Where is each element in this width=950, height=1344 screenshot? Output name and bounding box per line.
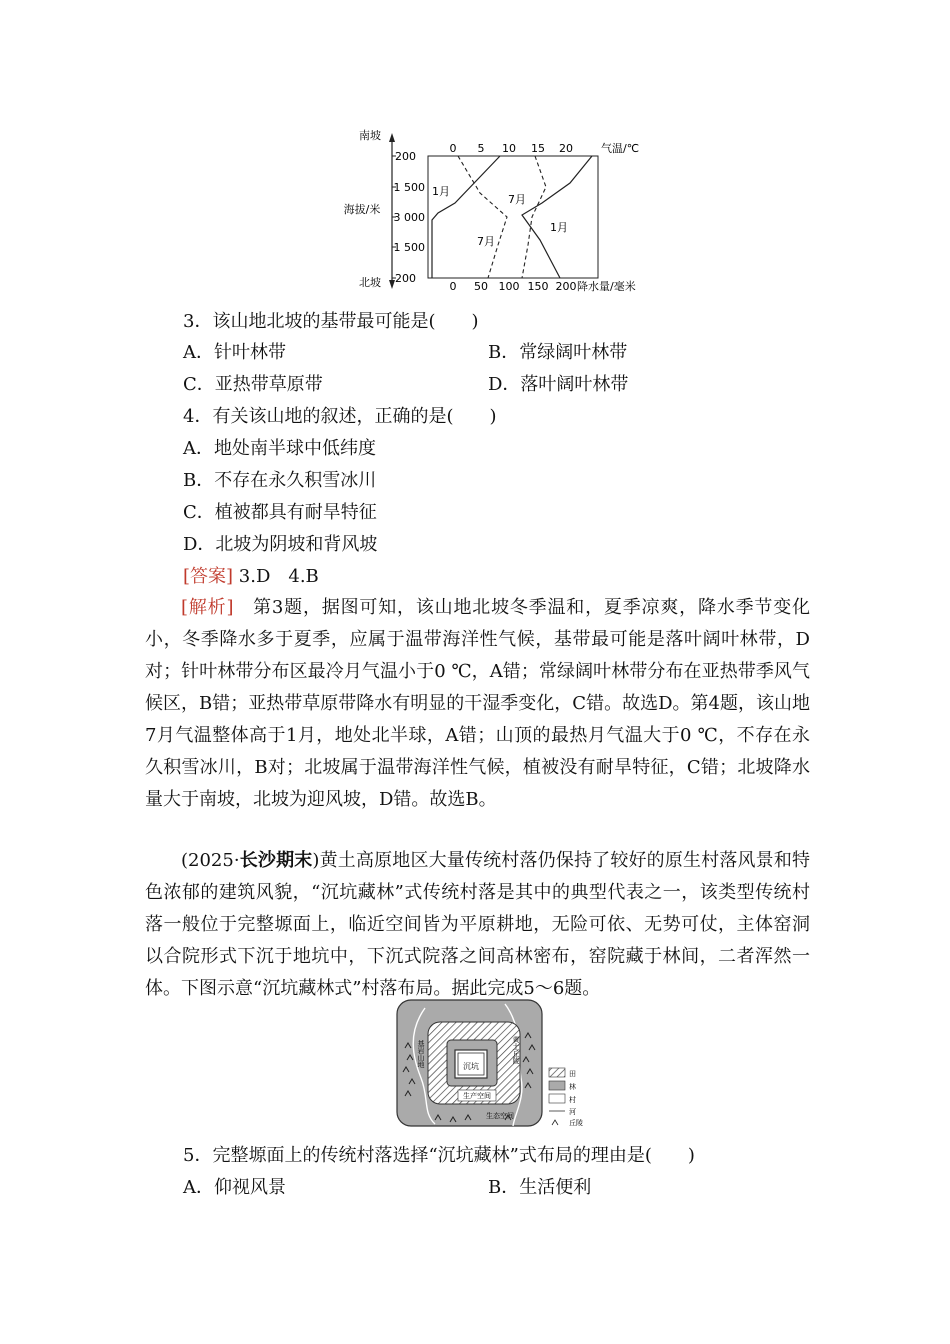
precip-tick-100: 100: [498, 280, 520, 293]
analysis-tag: [解析]: [181, 597, 234, 618]
passage-text: 黄土高原地区大量传统村落仍保持了较好的原生村落风景和特色浓郁的建筑风貌，“沉坑藏林”式传统村落是其中的典型代表之一，该类型传统村落一般位于完整塬面上，临近空间皆为平原耕地，无险可依、无势可仗，主体窑洞以合院形式下沉于地坑中，下沉式院落之间高林密布，窑院藏于林间，二者浑然一体。下图示意“沉坑藏林式”村落布局。据此完成5～6题。: [145, 850, 811, 999]
south-slope-label: 南坡: [359, 129, 381, 142]
analysis-text: 第3题，据图可知，该山地北坡冬季温和，夏季凉爽，降水季节变化小，冬季降水多于夏季，应属于温带海洋性气候，基带最可能是落叶阔叶林带，D对；针叶林带分布区最冷月气温小于0 ℃，A错；常绿阔叶林带分布在亚热带季风气候区，B错；亚热带草原带降水有明显的干湿季变化，C错。故选D。第4题，该山地7月气温整体高于1月，地处北半球，A错；山顶的最热月气温大于0 ℃，不存在永久积雪冰川，B对；北坡属于温带海洋性气候，植被没有耐旱特征，C错；北坡降水量大于南坡，北坡为迎风坡，D错。故选B。: [145, 597, 811, 810]
temp-tick-0: 0: [449, 142, 457, 155]
temp-tick-20: 20: [559, 142, 573, 155]
left-terrain-label: 基岩山地: [417, 1040, 425, 1068]
temp-axis-label: 气温/℃: [601, 142, 640, 155]
jan-temp-curve: [432, 156, 500, 278]
precip-axis-label: 降水量/毫米: [577, 280, 636, 293]
altitude-climate-figure: [340, 125, 660, 295]
passage-source-open: (2025·: [181, 850, 240, 871]
right-terrain-label: 黄土丘陵: [512, 1036, 520, 1064]
temp-tick-10: 10: [502, 142, 516, 155]
legend-river: 河: [569, 1108, 576, 1116]
alt-tick-2: 1 500: [393, 181, 425, 194]
ecology-space-label: 生态空间: [486, 1112, 514, 1120]
question-4-option-c: C．植被都具有耐旱特征: [183, 502, 377, 523]
answer-line: [183, 565, 319, 589]
passage-source-name: 长沙期末: [239, 850, 313, 871]
answer-text: 3.D 4.B: [233, 566, 319, 587]
altitude-axis-label: 海拔/米: [343, 203, 381, 216]
jul-curve-label-left: 7月: [477, 235, 495, 248]
alt-tick-1: 200: [395, 150, 416, 163]
analysis-paragraph: [145, 592, 810, 816]
question-4-option-b: B．不存在永久积雪冰川: [183, 470, 377, 491]
pit-label: 沉坑: [463, 1062, 479, 1071]
precip-tick-200: 200: [555, 280, 577, 293]
alt-tick-5: 200: [395, 272, 416, 285]
passage-paragraph: [145, 845, 810, 1005]
question-4-option-d: D．北坡为阴坡和背风坡: [183, 534, 378, 555]
passage-source-close: ): [312, 850, 320, 871]
jan-curve-label-left: 1月: [432, 185, 450, 198]
temp-tick-5: 5: [477, 142, 485, 155]
answer-tag: [答案]: [183, 566, 234, 587]
question-3-stem: 3．该山地北坡的基带最可能是( ): [183, 311, 479, 332]
question-5-option-b: B．生活便利: [488, 1177, 592, 1198]
question-5-option-a: A．仰视风景: [183, 1177, 286, 1198]
legend-hill: 丘陵: [569, 1119, 583, 1127]
question-3-option-b: B．常绿阔叶林带: [488, 342, 628, 363]
alt-tick-3: 3 000: [393, 211, 425, 224]
alt-tick-4: 1 500: [393, 241, 425, 254]
precip-tick-50: 50: [474, 280, 488, 293]
legend-village: 村: [569, 1096, 576, 1104]
question-4-option-a: A．地处南半球中低纬度: [183, 438, 376, 459]
question-5-stem: 5．完整塬面上的传统村落选择“沉坑藏林”式布局的理由是( ): [183, 1145, 695, 1166]
legend: [549, 1068, 583, 1127]
north-slope-label: 北坡: [359, 276, 381, 289]
jul-curve-label-right: 7月: [508, 193, 526, 206]
legend-forest: 林: [569, 1083, 576, 1091]
question-4-stem: 4．有关该山地的叙述，正确的是( ): [183, 406, 497, 427]
question-3-option-c: C．亚热带草原带: [183, 374, 323, 395]
question-3-option-a: A．针叶林带: [183, 342, 286, 363]
precip-tick-150: 150: [527, 280, 549, 293]
temp-tick-15: 15: [531, 142, 545, 155]
village-layout-figure: [395, 998, 600, 1130]
jul-precip-curve-dashed: [522, 156, 546, 278]
jan-curve-label-right: 1月: [550, 221, 568, 234]
production-space-label: 生产空间: [463, 1092, 491, 1100]
precip-tick-0: 0: [449, 280, 457, 293]
question-3-option-d: D．落叶阔叶林带: [488, 374, 629, 395]
legend-field: 田: [569, 1070, 576, 1078]
